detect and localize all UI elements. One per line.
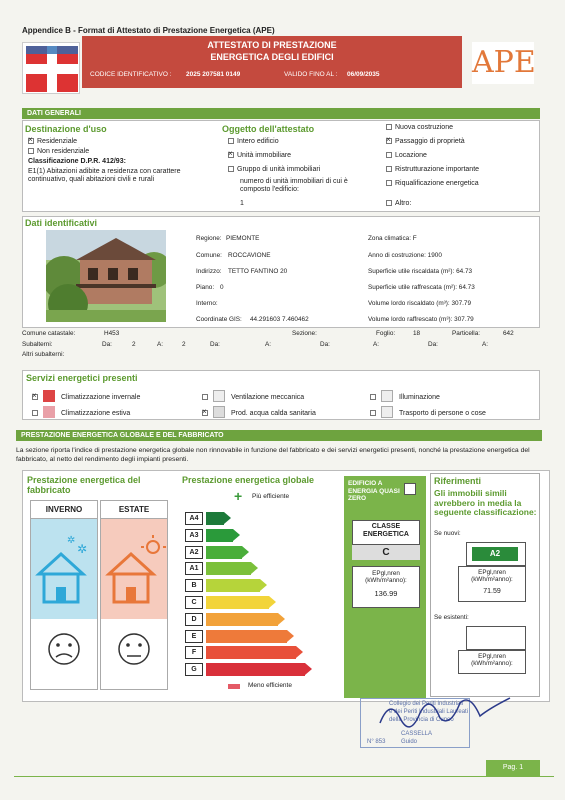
- cold-house-icon: [31, 519, 97, 619]
- esist-class-frame: [466, 626, 526, 650]
- oggetto-title: Oggetto dell'attestato: [222, 124, 315, 134]
- illuminazione-option[interactable]: Illuminazione: [370, 390, 440, 401]
- energy-class-label: A3: [185, 529, 203, 542]
- residenziale-option[interactable]: ×Residenziale: [28, 138, 77, 145]
- numero-value: 1: [240, 200, 244, 207]
- piu-efficiente: Più efficiente: [252, 493, 290, 500]
- altro-checkbox[interactable]: [386, 200, 392, 206]
- clim-invernale-checkbox[interactable]: [32, 394, 38, 400]
- subalterni-label: Subalterni:: [22, 341, 53, 348]
- volume-raffrescato: Volume lordo raffrescato (m³): 307.79: [368, 316, 474, 323]
- energy-class-label: A1: [185, 562, 203, 575]
- energy-class-label: B: [185, 579, 203, 592]
- lightbulb-icon: [381, 390, 393, 402]
- sub-da-label-3: Da:: [320, 341, 330, 348]
- ventilazione-option[interactable]: Ventilazione meccanica: [202, 390, 304, 401]
- sad-face-icon: [31, 619, 97, 679]
- anno-costruzione: Anno di costruzione: 1900: [368, 252, 442, 259]
- header-title-2: ENERGETICA DEGLI EDIFICI: [210, 52, 334, 62]
- piano-label: Piano:: [196, 284, 215, 291]
- energy-class-bar: [206, 512, 224, 525]
- valid-label: VALIDO FINO AL :: [284, 71, 338, 78]
- non-residenziale-option[interactable]: Non residenziale: [28, 148, 89, 155]
- passaggio-checkbox[interactable]: [386, 138, 392, 144]
- riqualificazione-checkbox[interactable]: [386, 180, 392, 186]
- sub-da-value: 2: [132, 341, 136, 348]
- classe-label: CLASSE ENERGETICA: [363, 523, 409, 538]
- inverno-label: INVERNO: [31, 501, 97, 519]
- plus-icon: +: [234, 488, 243, 504]
- sub-a-label-3: A:: [373, 341, 380, 348]
- intero-checkbox[interactable]: [228, 138, 234, 144]
- radiator-icon: [43, 390, 55, 402]
- piemonte-flag-icon: [23, 43, 81, 95]
- energy-class-label: D: [185, 613, 203, 626]
- valid-value: 06/09/2035: [347, 71, 380, 78]
- regione-label: Regione:: [196, 235, 222, 242]
- stamp-name: CASSELLA: [401, 731, 433, 737]
- coord-label: Coordinate GIS:: [196, 316, 242, 323]
- energy-class-bar: [206, 529, 233, 542]
- estate-panel: [100, 500, 168, 690]
- fabbricato-title: Prestazione energetica del fabbricato: [27, 475, 141, 495]
- esist-ep-label: EPgl,nren (kWh/m²anno):: [471, 653, 513, 667]
- inverno-house-area: [31, 519, 97, 619]
- particella-value: 642: [503, 330, 514, 337]
- hot-house-icon: [101, 519, 167, 619]
- code-value: 2025 207581 0149: [186, 71, 241, 78]
- fan-icon: [213, 390, 225, 402]
- acqua-calda-checkbox[interactable]: [202, 410, 208, 416]
- non-residenziale-checkbox[interactable]: [28, 148, 34, 154]
- comune-value: ROCCAVIONE: [228, 252, 271, 259]
- comune-catastale-value: H453: [104, 330, 120, 337]
- sub-da-label-1: Da:: [102, 341, 112, 348]
- clim-invernale-option[interactable]: ×Climatizzazione invernale: [32, 390, 140, 401]
- classificazione-label: Classificazione D.P.R. 412/93:: [28, 158, 126, 165]
- foglio-value: 18: [413, 330, 421, 337]
- footer-line: [14, 776, 554, 777]
- se-esistenti: Se esistenti:: [434, 614, 469, 621]
- energy-class-bar: [206, 579, 260, 592]
- svg-text:✲: ✲: [77, 542, 88, 556]
- clim-estiva-option[interactable]: Climatizzazione estiva: [32, 406, 130, 417]
- energy-class-label: A2: [185, 546, 203, 559]
- ventilazione-checkbox[interactable]: [202, 394, 208, 400]
- stamp-num: N° 853: [367, 739, 386, 745]
- signature-icon: [370, 688, 520, 738]
- gruppo-option[interactable]: Gruppo di unità immobiliari: [228, 166, 320, 173]
- sub-a-label-1: A:: [157, 341, 164, 348]
- ristrutturazione-checkbox[interactable]: [386, 166, 392, 172]
- ep-value: 136.99: [374, 589, 398, 598]
- sub-a-label-4: A:: [482, 341, 489, 348]
- dati-generali-bar: DATI GENERALI: [22, 108, 540, 119]
- particella-label: Particella:: [452, 330, 481, 337]
- energy-class-bar: [206, 546, 242, 559]
- energy-class-bar: [206, 630, 287, 643]
- servizi-title: Servizi energetici presenti: [26, 373, 138, 383]
- energy-class-label: E: [185, 630, 203, 643]
- building-photo: [46, 230, 166, 322]
- energy-class-label: A4: [185, 512, 203, 525]
- nzeb-checkbox[interactable]: [404, 483, 416, 495]
- nzeb-label: EDIFICIO A ENERGIA QUASI ZERO: [348, 480, 400, 502]
- snowflake-icon: [43, 406, 55, 418]
- unita-option[interactable]: ×Unità immobiliare: [228, 152, 291, 159]
- sub-a-label-2: A:: [265, 341, 272, 348]
- sezione-label: Sezione:: [292, 330, 317, 337]
- riferimenti-sub: Gli immobili simili avrebbero in media la seguente classificazione:: [434, 488, 537, 517]
- zona-climatica: Zona climatica: F: [368, 235, 417, 242]
- trasporto-option[interactable]: Trasporto di persone o cose: [370, 406, 486, 417]
- classe-value: C: [352, 544, 420, 560]
- nuovi-ep-label: EPgl,nren (kWh/m²anno):: [471, 569, 513, 583]
- stamp-first: Guido: [401, 739, 418, 745]
- residenziale-checkbox[interactable]: [28, 138, 34, 144]
- water-tap-icon: [213, 406, 225, 418]
- nuovi-ep: 71.59: [483, 588, 501, 595]
- piano-value: 0: [220, 284, 224, 291]
- energy-class-bar: [206, 613, 278, 626]
- comune-catastale-label: Comune catastale:: [22, 330, 76, 337]
- house-photo-icon: [46, 230, 166, 322]
- volume-riscaldato: Volume lordo riscaldato (m³): 307.79: [368, 300, 472, 307]
- minus-icon: [228, 684, 240, 689]
- meno-efficiente: Meno efficiente: [248, 682, 292, 689]
- ep-label: EPgl,nren (kWh/m²anno):: [365, 570, 407, 584]
- regione-value: PIEMONTE: [226, 235, 260, 242]
- intero-option[interactable]: Intero edificio: [228, 138, 279, 145]
- classificazione-text: E1(1) Abitazioni adibite a residenza con carattere continuativo, quali abitazioni civili e rurali: [28, 168, 181, 183]
- superficie-raffrescata: Superficie utile raffrescata (m²): 64.73: [368, 284, 475, 291]
- svg-text:✲: ✲: [67, 535, 76, 546]
- riferimenti-title: Riferimenti: [434, 476, 482, 486]
- destinazione-title: Destinazione d'uso: [25, 124, 107, 134]
- code-label: CODICE IDENTIFICATIVO :: [90, 71, 172, 78]
- unita-checkbox[interactable]: [228, 152, 234, 158]
- illuminazione-checkbox[interactable]: [370, 394, 376, 400]
- prestazione-intro: La sezione riporta l'indice di prestazione energetica globale non rinnovabile in funzione del fabbricato e dei servizi energetici presenti, nonché la prestazione energetica del fabbricato, al netto del rendimento degli impianti presenti.: [16, 447, 530, 463]
- ape-logo: APE: [472, 42, 534, 84]
- prestazione-bar: PRESTAZIONE ENERGETICA GLOBALE E DEL FABBRICATO: [16, 430, 542, 441]
- elevator-icon: [381, 406, 393, 418]
- ristrutturazione-option[interactable]: Ristrutturazione importante: [386, 166, 479, 173]
- energy-class-bar: [206, 562, 251, 575]
- acqua-calda-option[interactable]: ×Prod. acqua calda sanitaria: [202, 406, 316, 417]
- clim-estiva-checkbox[interactable]: [32, 410, 38, 416]
- se-nuovi: Se nuovi:: [434, 530, 461, 537]
- energy-class-bar: [206, 663, 305, 676]
- nuovi-class: A2: [472, 547, 518, 561]
- energy-class-label: C: [185, 596, 203, 609]
- interno-label: Interno:: [196, 300, 218, 307]
- stamp-line2: e dei Periti Industriali Laureati: [389, 709, 469, 715]
- energy-class-bar: [206, 596, 269, 609]
- sub-a-value: 2: [182, 341, 186, 348]
- sub-da-label-4: Da:: [428, 341, 438, 348]
- globale-title: Prestazione energetica globale: [182, 475, 315, 485]
- estate-house-area: [101, 519, 167, 619]
- dati-identificativi-title: Dati identificativi: [25, 218, 98, 228]
- energy-class-bar: [206, 646, 296, 659]
- indirizzo-label: Indirizzo:: [196, 268, 222, 275]
- header-title-1: ATTESTATO DI PRESTAZIONE: [207, 40, 337, 50]
- comune-label: Comune:: [196, 252, 222, 259]
- neutral-face-icon: [101, 619, 167, 679]
- inverno-panel: [30, 500, 98, 690]
- trasporto-checkbox[interactable]: [370, 410, 376, 416]
- energy-class-label: G: [185, 663, 203, 676]
- coord-value: 44.291603 7.460462: [250, 316, 309, 323]
- riqualificazione-option[interactable]: Riqualificazione energetica: [386, 180, 479, 187]
- stamp-line3: della Provincia di Cuneo: [389, 717, 454, 723]
- locazione-checkbox[interactable]: [386, 152, 392, 158]
- appendix-title: Appendice B - Format di Attestato di Prestazione Energetica (APE): [22, 26, 275, 35]
- nuova-checkbox[interactable]: [386, 124, 392, 130]
- stamp-line1: Collegio dei Periti Industriali: [389, 701, 464, 707]
- passaggio-option[interactable]: ×Passaggio di proprietà: [386, 138, 465, 145]
- region-flag-logo: [22, 42, 80, 94]
- gruppo-checkbox[interactable]: [228, 166, 234, 172]
- sub-da-label-2: Da:: [210, 341, 220, 348]
- estate-label: ESTATE: [101, 501, 167, 519]
- energy-class-label: F: [185, 646, 203, 659]
- nuova-option[interactable]: Nuova costruzione: [386, 124, 453, 131]
- header-banner: [82, 36, 462, 88]
- altri-subalterni-label: Altri subalterni:: [22, 351, 65, 358]
- superficie-riscaldata: Superficie utile riscaldata (m²): 64.73: [368, 268, 473, 275]
- altro-option[interactable]: Altro:: [386, 200, 411, 207]
- indirizzo-value: TETTO FANTINO 20: [228, 268, 288, 275]
- page-number: Pag. 1: [486, 760, 540, 776]
- locazione-option[interactable]: Locazione: [386, 152, 427, 159]
- foglio-label: Foglio:: [376, 330, 396, 337]
- numero-label: numero di unità immobiliari di cui è composto l'edificio:: [240, 178, 348, 193]
